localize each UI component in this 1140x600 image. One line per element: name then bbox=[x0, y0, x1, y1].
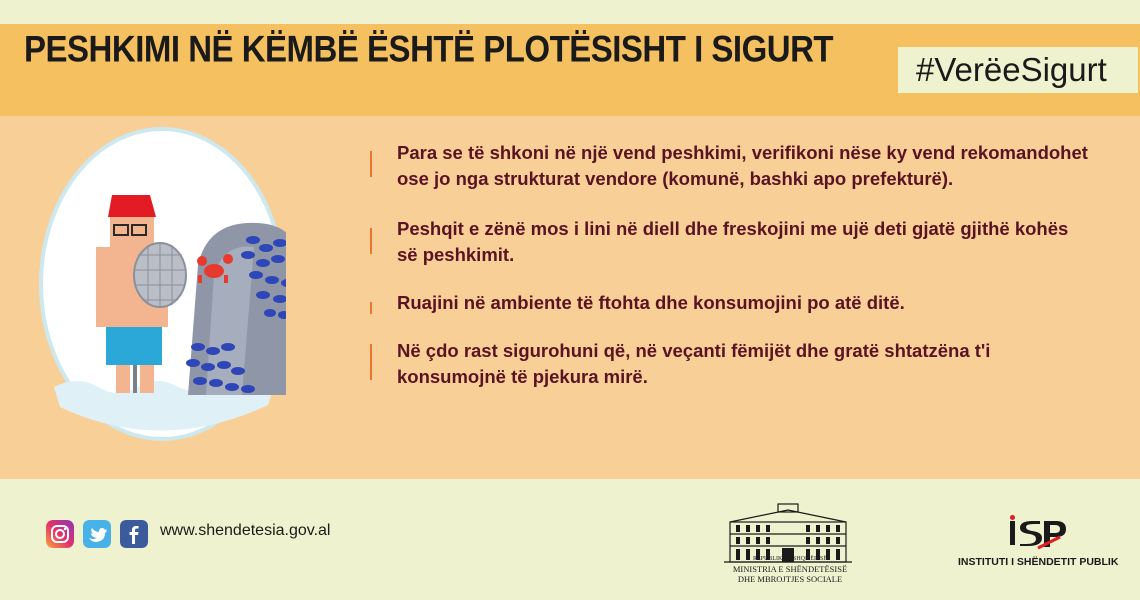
website-link[interactable]: www.shendetesia.gov.al bbox=[160, 522, 331, 539]
bullet-bar bbox=[370, 344, 372, 380]
page-title: PESHKIMI NË KËMBË ËSHTË PLOTËSISHT I SIGURT bbox=[24, 27, 834, 70]
ministry-name-2: DHE MBROJTJES SOCIALE bbox=[737, 574, 843, 584]
advice-item-4 bbox=[370, 338, 1090, 390]
bullet-bar bbox=[370, 228, 372, 254]
advice-text: Para se të shkoni në një vend peshkimi, verifikoni nëse ky vend rekomandohet ose jo nga strukturat vendore (komunë, bashki apo prefekturë). bbox=[397, 142, 1088, 189]
bullet-bar bbox=[370, 302, 372, 314]
advice-text: Në çdo rast sigurohuni që, në veçanti fëmijët dhe gratë shtatzëna t'i konsumojnë të pjekura mirë. bbox=[397, 340, 991, 387]
bullet-bar bbox=[370, 151, 372, 177]
advice-text: Peshqit e zënë mos i lini në diell dhe freskojini me ujë deti gjatë gjithë kohës së peshkimit. bbox=[397, 218, 1069, 265]
twitter-icon[interactable] bbox=[83, 520, 111, 548]
ministry-country: REPUBLIKA E SHQIPËRISË bbox=[752, 556, 827, 562]
facebook-icon[interactable] bbox=[120, 520, 148, 548]
advice-item-2 bbox=[370, 216, 1090, 268]
advice-list bbox=[370, 140, 1090, 390]
hashtag-label: #VerëeSigurt bbox=[898, 47, 1138, 93]
instagram-icon[interactable] bbox=[46, 520, 74, 548]
advice-item-3 bbox=[370, 290, 1090, 316]
advice-text: Ruajini në ambiente të ftohta dhe konsumojini po atë ditë. bbox=[397, 292, 905, 313]
ministry-name: MINISTRIA E SHËNDETËSISË bbox=[732, 564, 848, 574]
fisherman-illustration bbox=[38, 125, 286, 443]
isp-logo bbox=[1008, 515, 1068, 551]
institute-name: INSTITUTI I SHËNDETIT PUBLIK bbox=[958, 556, 1119, 568]
advice-item-1 bbox=[370, 140, 1090, 192]
